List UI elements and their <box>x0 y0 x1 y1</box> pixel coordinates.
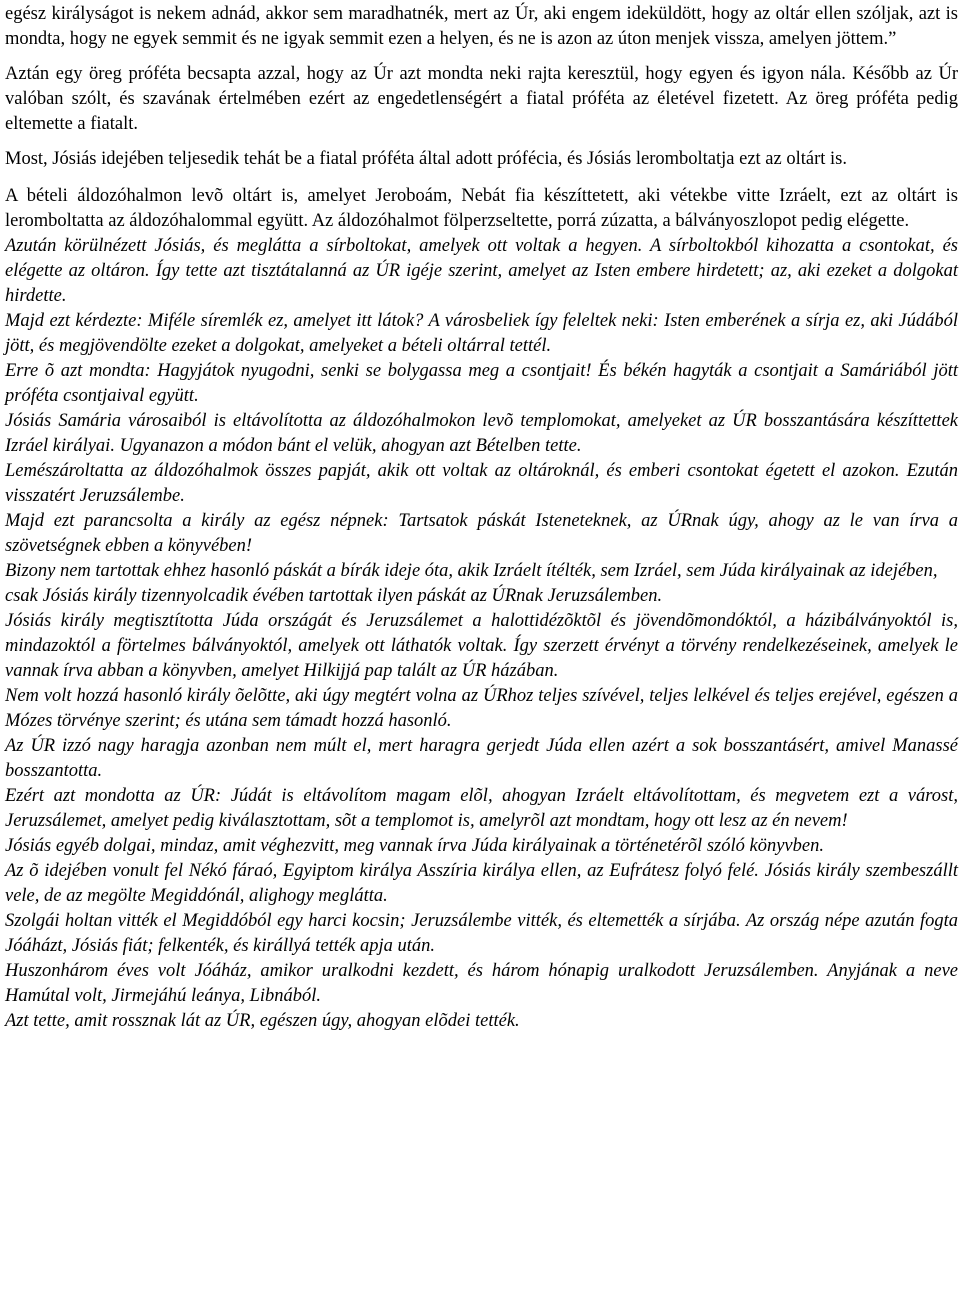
scripture-verse: Jósiás Samária városaiból is eltávolította az áldozóhalmokon levõ templomokat, amelyeket az ÚR bosszantására készíttettek Izráel királyai. Ugyanazon a módon bánt el velük, ahogyan azt Bételben tette. <box>5 411 958 456</box>
scripture-verse: Huszonhárom éves volt Jóáház, amikor uralkodni kezdett, és három hónapig uralkodott Jeruzsálemben. Anyjának a neve Hamútal volt, Jirmejáhú leánya, Libnából. <box>5 961 958 1006</box>
scripture-quote <box>5 184 958 1034</box>
intro-paragraph-3: Most, Jósiás idejében teljesedik tehát be a fiatal próféta által adott prófécia, és Jósiás leromboltatja ezt az oltárt is. <box>5 149 847 169</box>
scripture-verse: Majd ezt parancsolta a király az egész népnek: Tartsatok páskát Isteneteknek, az ÚRnak úgy, ahogy az le van írva a szövetségnek ebben a könyvében! <box>5 511 958 556</box>
scripture-verse: Az õ idejében vonult fel Nékó fáraó, Egyiptom királya Asszíria királya ellen, az Eufrátesz folyó felé. Jósiás király szembeszállt vele, de az megölte Megiddónál, alighogy meglátta. <box>5 861 958 906</box>
scripture-verse: Bizony nem tartottak ehhez hasonló páskát a bírák ideje óta, akik Izráelt ítélték, sem Izráel, sem Júda királyainak az idejében, <box>5 561 938 581</box>
scripture-verse: Jósiás egyéb dolgai, mindaz, amit véghezvitt, meg vannak írva Júda királyainak a történetérõl szóló könyvben. <box>5 836 824 856</box>
scripture-verse: A bételi áldozóhalmon levõ oltárt is, amelyet Jeroboám, Nebát fia készíttetett, aki vétekbe vitte Izráelt, ezt az oltárt is leromboltatta az áldozóhalommal együtt. Az áldozóhalmot fölperzseltette, porrá zúzatta, a bálványoszlopot pedig elégette. <box>5 186 958 231</box>
scripture-verse: Az ÚR izzó nagy haragja azonban nem múlt el, mert haragra gerjedt Júda ellen azért a sok bosszantásért, amivel Manassé bosszantotta. <box>5 736 958 781</box>
scripture-verse: csak Jósiás király tizennyolcadik évében tartottak ilyen páskát az ÚRnak Jeruzsálemben. <box>5 586 663 606</box>
scripture-verse: Jósiás király megtisztította Júda országát és Jeruzsálemet a halottidézõktõl és jövendõmondóktól, a házibálványoktól is, mindazoktól a förtelmes bálványoktól, amelyek ott láthatók voltak. Így szerzett érvényt a törvény rendelkezéseinek, amelyek le vannak írva abban a könyvben, amelyet Hilkijjá pap talált az ÚR házában. <box>5 611 958 681</box>
scripture-verse: Szolgái holtan vitték el Megiddóból egy harci kocsin; Jeruzsálembe vitték, és eltemették a sírjába. Az ország népe azután fogta Jóáházt, Jósiás fiát; felkenték, és királlyá tették apja után. <box>5 911 958 956</box>
scripture-verse: Azután körülnézett Jósiás, és meglátta a sírboltokat, amelyek ott voltak a hegyen. A sírboltokból kihozatta a csontokat, és elégette az oltáron. Így tette azt tisztátalanná az ÚR igéje szerint, amelyet az Isten embere hirdetett; az, aki ezeket a dolgokat hirdette. <box>5 236 958 306</box>
scripture-verse: Azt tette, amit rossznak lát az ÚR, egészen úgy, ahogyan elõdei tették. <box>5 1011 520 1031</box>
scripture-verse: Lemészároltatta az áldozóhalmok összes papját, akik ott voltak az oltároknál, és emberi csontokat égetett el azokon. Ezután visszatért Jeruzsálembe. <box>5 461 958 506</box>
intro-paragraph-1: egész királyságot is nekem adnád, akkor sem maradhatnék, mert az Úr, aki engem ideküldött, hogy az oltár ellen szóljak, azt is mondta, hogy ne egyek semmit és ne igyak semmit ezen a helyen, és ne is azon az úton menjek vissza, amelyen jöttem.” <box>5 4 958 49</box>
scripture-verse: Ezért azt mondotta az ÚR: Júdát is eltávolítom magam elõl, ahogyan Izráelt eltávolítottam, és megvetem ezt a várost, Jeruzsálemet, amelyet pedig kiválasztottam, sõt a templomot is, amelyrõl azt mondtam, hogy ott lesz az én nevem! <box>5 786 958 831</box>
scripture-verse: Nem volt hozzá hasonló király õelõtte, aki úgy megtért volna az ÚRhoz teljes szívével, teljes lelkével és teljes erejével, egészen a Mózes törvénye szerint; és utána sem támadt hozzá hasonló. <box>5 686 958 731</box>
intro-paragraph-2: Aztán egy öreg próféta becsapta azzal, hogy az Úr azt mondta neki rajta keresztül, hogy egyen és igyon nála. Később az Úr valóban szólt, és szavának értelmében ezért az engedetlenségért a fiatal próféta az életével fizetett. Az öreg próféta pedig eltemette a fiatalt. <box>5 64 958 134</box>
scripture-verse: Erre õ azt mondta: Hagyjátok nyugodni, senki se bolygassa meg a csontjait! És békén hagyták a csontjait a Samáriából jött próféta csontjaival együtt. <box>5 361 958 406</box>
scripture-verse: Majd ezt kérdezte: Miféle síremlék ez, amelyet itt látok? A városbeliek így feleltek neki: Isten emberének a sírja ez, aki Júdából jött, és megjövendölte ezeket a dolgokat, amelyeket a bételi oltárral tettél. <box>5 311 958 356</box>
